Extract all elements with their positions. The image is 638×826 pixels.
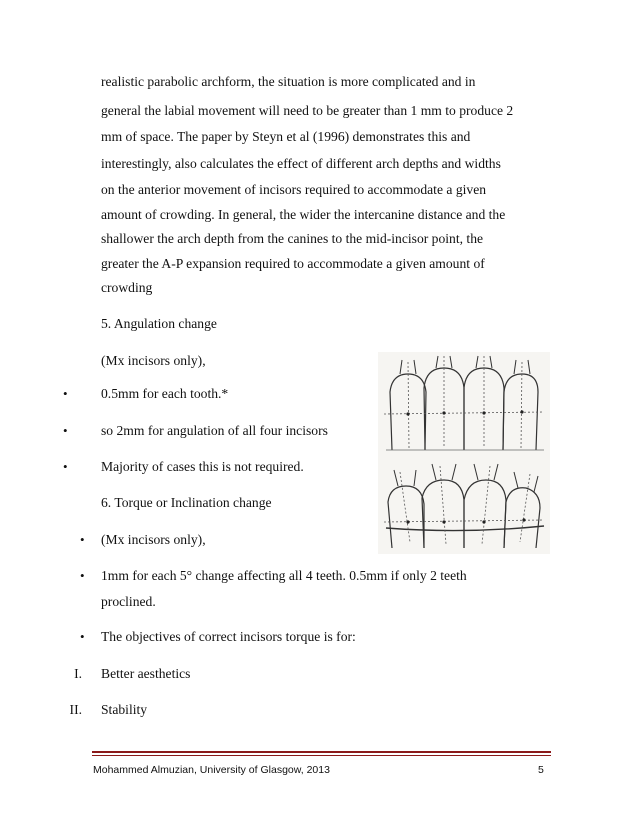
incisor-sketch-svg: [378, 352, 550, 554]
tooth-outline: [504, 488, 540, 548]
angulation-bullet-1: 0.5mm for each tooth.*: [101, 386, 229, 401]
angulation-bullet-2: so 2mm for angulation of all four incisors: [101, 423, 328, 438]
angulation-note: (Mx incisors only),: [101, 353, 206, 368]
footer-author: Mohammed Almuzian, University of Glasgow, 2013: [93, 764, 330, 776]
objective-numeral: II.: [69, 702, 82, 717]
bullet-icon: •: [63, 459, 68, 474]
paragraph-line-6: amount of crowding. In general, the wider the intercanine distance and the: [101, 207, 506, 222]
paragraph-line-8: greater the A-P expansion required to accommodate a given amount of: [101, 256, 485, 271]
tooth-outline: [390, 374, 426, 450]
angulation-heading: 5. Angulation change: [101, 316, 217, 331]
objective-text: Stability: [101, 702, 148, 717]
footer-rule: [92, 751, 551, 753]
paragraph-line-1: realistic parabolic archform, the situation is more complicated and in: [101, 74, 476, 89]
bullet-icon: •: [63, 423, 68, 438]
paragraph-line-9: crowding: [101, 280, 153, 295]
bullet-icon: •: [63, 386, 68, 401]
bullet-icon: •: [80, 629, 85, 644]
tooth-outline: [388, 486, 424, 548]
paragraph-line-5: on the anterior movement of incisors required to accommodate a given: [101, 182, 487, 197]
torque-bullet-1: (Mx incisors only),: [101, 532, 206, 547]
torque-bullet-2: 1mm for each 5° change affecting all 4 teeth. 0.5mm if only 2 teeth: [101, 568, 467, 583]
tooth-outline: [422, 480, 464, 548]
bullet-icon: •: [80, 532, 85, 547]
angulation-bullet-3: Majority of cases this is not required.: [101, 459, 304, 474]
footer-rule: [92, 755, 551, 756]
paragraph-line-7: shallower the arch depth from the canines to the mid-incisor point, the: [101, 231, 484, 246]
torque-heading: 6. Torque or Inclination change: [101, 495, 272, 510]
page-number: 5: [538, 764, 544, 776]
torque-bullet-2-continued: proclined.: [101, 594, 156, 609]
paragraph-line-2: general the labial movement will need to be greater than 1 mm to produce 2: [101, 103, 514, 118]
paragraph-line-3: mm of space. The paper by Steyn et al (1996) demonstrates this and: [101, 129, 471, 144]
incisor-angulation-figure: [378, 352, 550, 554]
torque-bullet-3: The objectives of correct incisors torque is for:: [101, 629, 356, 644]
bullet-icon: •: [80, 568, 85, 583]
objective-numeral: I.: [74, 666, 82, 681]
objective-text: Better aesthetics: [101, 666, 191, 681]
paragraph-line-4: interestingly, also calculates the effect of different arch depths and widths: [101, 156, 501, 171]
